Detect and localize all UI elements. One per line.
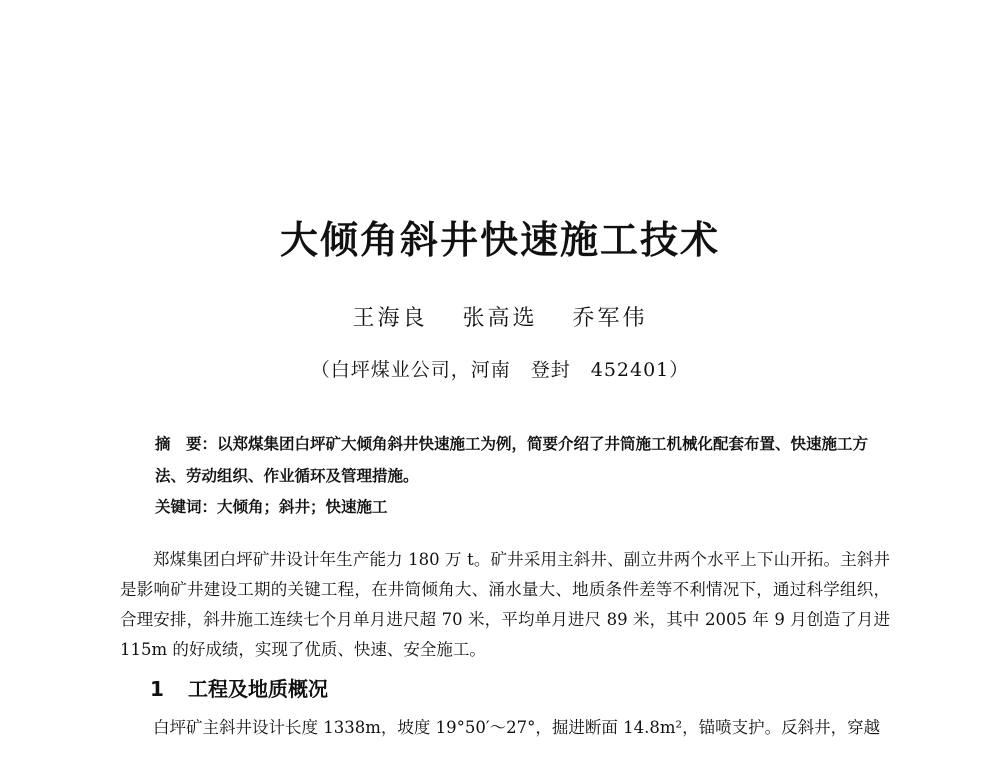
keywords-label: 关键词： (155, 498, 218, 516)
abstract-paragraph (155, 428, 875, 491)
section-paragraph: 白坪矿主斜井设计长度 1338m，坡度 19°50′～27°，掘进断面 14.8m²，锚喷支护。反斜井，穿越 (153, 718, 881, 737)
keywords-text: 大倾角；斜井；快速施工 (217, 497, 388, 516)
abstract-text: 以郑煤集团白坪矿大倾角斜井快速施工为例，简要介绍了井筒施工机械化配套布置、快速施工方法、劳动组织、作业循环及管理措施。 (155, 434, 869, 485)
author-list: 王海良 张高选 乔军伟 (352, 306, 648, 331)
section-number: 1 (150, 677, 164, 701)
abstract-label: 摘 要： (155, 435, 218, 453)
intro-paragraph: 郑煤集团白坪矿井设计年生产能力 180 万 t。矿井采用主斜井、副立井两个水平上下山开拓。主斜井是影响矿井建设工期的关键工程，在井筒倾角大、涌水量大、地质条件差等不利情况下，通过科学组织，合理安排，斜井施工连续七个月单月进尺超 70 米，平均单月进尺 89 米，其中 2005 年 9 月创造了月进 115m 的好成绩，实现了优质、快速、安全施工。 (120, 550, 890, 659)
section-title: 工程及地质概况 (188, 677, 328, 701)
paper-title: 大倾角斜井快速施工技术 (279, 217, 720, 262)
section-heading (150, 672, 328, 706)
author-affiliation: （白坪煤业公司，河南 登封 452401） (310, 359, 690, 381)
keywords-paragraph (155, 491, 875, 523)
section-body (120, 713, 890, 743)
abstract-block (155, 428, 875, 523)
intro-section (120, 545, 890, 665)
